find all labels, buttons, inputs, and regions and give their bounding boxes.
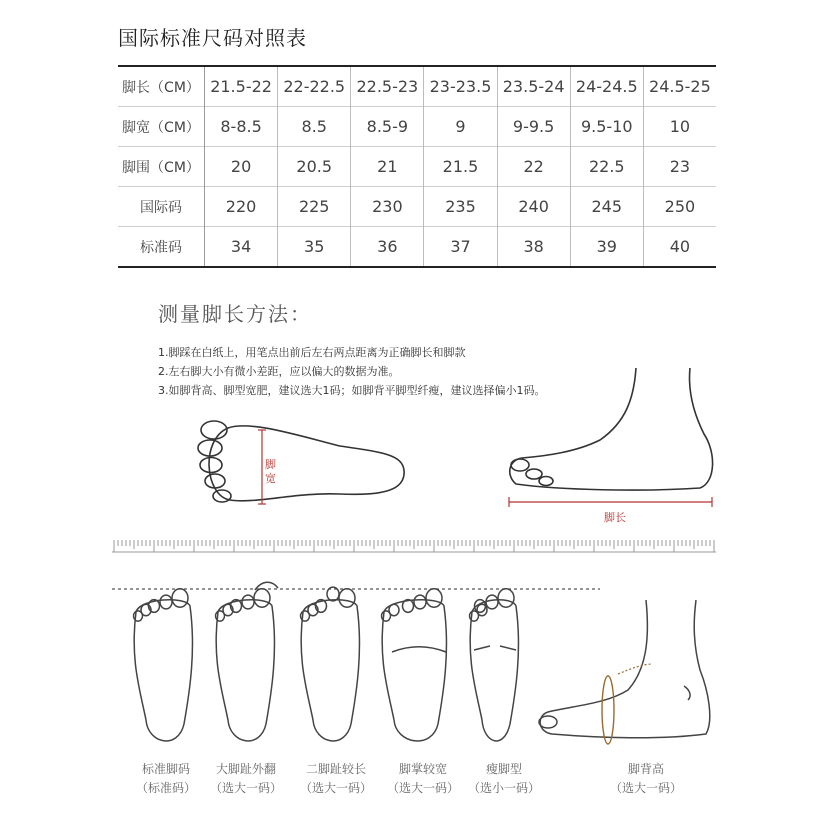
table-cell: 36 (351, 227, 424, 268)
table-cell: 23.5-24 (497, 66, 570, 107)
high-arch-foot-icon (539, 600, 710, 738)
ruler (112, 540, 716, 552)
table-cell: 240 (497, 187, 570, 227)
table-cell: 39 (570, 227, 643, 268)
row-label: 脚长（CM） (118, 66, 205, 107)
instruction-1: 1.脚踩在白纸上，用笔点出前后左右两点距离为正确脚长和脚款 (158, 346, 466, 359)
foot-type-name: 脚掌较宽 (398, 762, 447, 776)
instep-measure (602, 676, 614, 744)
foot-type-caption (600, 760, 692, 798)
table-cell: 22 (497, 147, 570, 187)
footprint-icon (301, 587, 360, 741)
footprint-icon (382, 589, 447, 741)
footprint-icon (470, 589, 519, 741)
foot-type-name: 瘦脚型 (485, 762, 522, 776)
table-cell: 8.5 (278, 107, 351, 147)
foot-type-advice: （选大一码） (386, 781, 459, 795)
table-cell: 245 (570, 187, 643, 227)
table-cell: 37 (424, 227, 497, 268)
table-cell: 21.5-22 (205, 66, 278, 107)
foot-top-view-icon (198, 421, 404, 502)
table-cell: 40 (643, 227, 716, 268)
foot-side-view-icon (510, 368, 713, 490)
foot-type-advice: （选大一码） (299, 781, 372, 795)
table-cell: 20.5 (278, 147, 351, 187)
table-cell: 35 (278, 227, 351, 268)
footprint-icon (134, 589, 193, 741)
table-cell: 38 (497, 227, 570, 268)
table-cell: 230 (351, 187, 424, 227)
table-cell: 8.5-9 (351, 107, 424, 147)
table-cell: 23-23.5 (424, 66, 497, 107)
table-cell: 10 (643, 107, 716, 147)
foot-type-caption (120, 760, 212, 798)
foot-type-advice: （选大一码） (609, 781, 682, 795)
table-cell: 225 (278, 187, 351, 227)
table-cell: 220 (205, 187, 278, 227)
foot-type-advice: （选小一码） (467, 781, 540, 795)
row-label: 标准码 (118, 227, 205, 268)
table-cell: 8-8.5 (205, 107, 278, 147)
table-cell: 22-22.5 (278, 66, 351, 107)
foot-type-name: 二脚趾较长 (305, 762, 366, 776)
foot-type-name: 大脚趾外翻 (215, 762, 276, 776)
foot-type-name: 脚背高 (627, 762, 664, 776)
page-title: 国际标准尺码对照表 (118, 26, 307, 50)
foot-type-advice: （标准码） (135, 781, 196, 795)
table-cell: 21.5 (424, 147, 497, 187)
length-marker (509, 497, 712, 507)
table-cell: 24-24.5 (570, 66, 643, 107)
table-cell: 20 (205, 147, 278, 187)
instruction-2: 2.左右脚大小有微小差距，应以偏大的数据为准。 (158, 365, 400, 378)
method-title: 测量脚长方法： (158, 302, 312, 326)
row-label: 脚围（CM） (118, 147, 205, 187)
table-cell: 235 (424, 187, 497, 227)
table-cell: 34 (205, 227, 278, 268)
table-cell: 24.5-25 (643, 66, 716, 107)
table-cell: 21 (351, 147, 424, 187)
foot-width-label: 脚宽 (265, 458, 276, 485)
foot-type-caption (200, 760, 292, 798)
instruction-3: 3.如脚背高、脚型宽肥，建议选大1码；如脚背平脚型纤瘦，建议选择偏小1码。 (158, 384, 546, 397)
row-label: 脚宽（CM） (118, 107, 205, 147)
table-cell: 9-9.5 (497, 107, 570, 147)
foot-type-caption (290, 760, 382, 798)
foot-type-caption (377, 760, 469, 798)
table-cell: 250 (643, 187, 716, 227)
table-cell: 22.5-23 (351, 66, 424, 107)
table-cell: 22.5 (570, 147, 643, 187)
table-cell: 9.5-10 (570, 107, 643, 147)
footprint-icon (216, 589, 275, 741)
foot-type-advice: （选大一码） (209, 781, 282, 795)
foot-type-caption (458, 760, 550, 798)
row-label: 国际码 (118, 187, 205, 227)
table-cell: 9 (424, 107, 497, 147)
foot-length-label: 脚长 (604, 511, 626, 524)
table-cell: 23 (643, 147, 716, 187)
foot-type-name: 标准脚码 (141, 762, 190, 776)
